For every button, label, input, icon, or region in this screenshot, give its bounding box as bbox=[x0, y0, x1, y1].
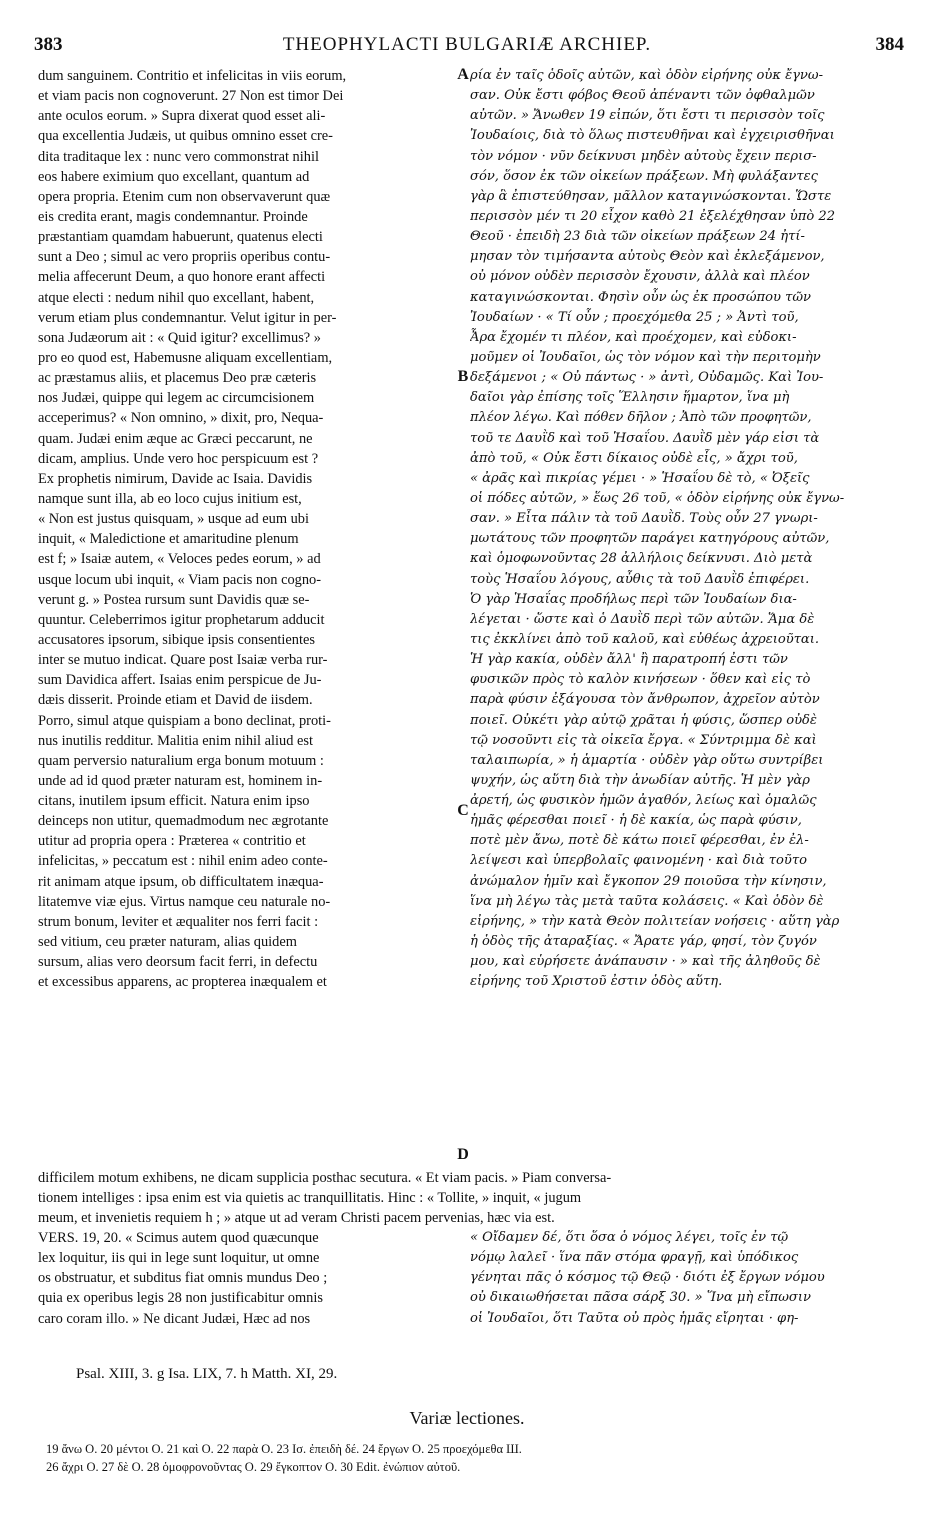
latin-text-line: Porro, simul atque quispiam a bono declinat, proti- bbox=[38, 712, 331, 729]
greek-text-line: καὶ ὁμοφωνοῦντας 28 ἀλλήλοις δείκνυσι. Διὸ μετὰ bbox=[470, 551, 813, 567]
latin-text-line: atque electi : nedum nihil quo excellant, habent, bbox=[38, 289, 315, 306]
margin-marker-c: C bbox=[457, 802, 469, 819]
latin-text-line: quam perversio naturalium erga bonum motuum : bbox=[38, 752, 324, 769]
latin-text-line: utitur ad propria opera : Præterea « contritio et bbox=[38, 833, 306, 850]
greek-text-line: Θεοῦ · ἐπειδὴ 23 διὰ τῶν οἰκείων πράξεων 24 ἠτί- bbox=[470, 229, 805, 245]
latin-text-line: « Non est justus quisquam, » usque ad eum ubi bbox=[38, 511, 310, 528]
greek-text-line: ἀρετή, ὡς φυσικὸν ἡμῶν ἀγαθόν, λείως καὶ ὁμαλῶς bbox=[470, 793, 817, 809]
greek-text-line: ἡμᾶς φέρεσθαι ποιεῖ · ἡ δὲ κακία, ὡς παρὰ φύσιν, bbox=[470, 813, 802, 829]
greek-text-line: σαν. Οὐκ ἔστι φόβος Θεοῦ ἀπέναντι τῶν ὀφθαλμῶν bbox=[470, 88, 815, 104]
latin-text-line: acceperimus? « Non omnino, » dixit, pro, Nequa- bbox=[38, 410, 324, 427]
greek-column bbox=[470, 66, 900, 992]
greek-text-line: πλέον λέγω. Καὶ πόθεν δῆλον ; Ἀπὸ τῶν προφητῶν, bbox=[470, 410, 812, 426]
latin-text-line: unde ad id quod præter naturam est, hominem in- bbox=[38, 772, 323, 789]
greek-text-line: γὰρ ἃ ἐπιστεύθησαν, μᾶλλον καταγινώσκονται. Ὥστε bbox=[470, 188, 832, 204]
full-width-text-line: meum, et invenietis requiem h ; » atque ut ad veram Christi pacem pervenias, hæc via est. bbox=[38, 1210, 555, 1227]
full-width-text-line: tionem intelliges : ipsa enim est via quietis ac tranquillitatis. Hinc : « Tollite, » inquit, « jugum bbox=[38, 1190, 582, 1207]
greek-verse-line: νόμῳ λαλεῖ · ἵνα πᾶν στόμα φραγῇ, καὶ ὑπόδικος bbox=[470, 1250, 799, 1266]
greek-text-line: μωτάτους τῶν προφητῶν παράγει κατηγόρους αὐτῶν, bbox=[470, 531, 830, 547]
greek-text-line: περισσὸν μέν τι 20 εἶχον καθὸ 21 ἐξελέχθησαν ὑπὸ 22 bbox=[470, 208, 836, 224]
greek-text-line: τῷ νοσοῦντι εἰς τὰ οἰκεῖα ἔργα. « Σύντριμμα δὲ καὶ bbox=[470, 732, 817, 748]
greek-text-line: μου, καὶ εὑρήσετε ἀνάπαυσιν · » καὶ τῆς ἀληθοῦς δὲ bbox=[470, 954, 821, 970]
margin-marker-a: A bbox=[457, 66, 469, 83]
latin-text-line: opera propria. Etenim cum non observaverunt quæ bbox=[38, 188, 331, 205]
latin-text-line: quuntur. Celeberrimos igitur prophetarum adducit bbox=[38, 611, 325, 628]
scripture-footnote: Psal. XIII, 3. g Isa. LIX, 7. h Matth. XI, 29. bbox=[76, 1366, 338, 1382]
greek-verse-line: γένηται πᾶς ὁ κόσμος τῷ Θεῷ · διότι ἐξ ἔργων νόμου bbox=[470, 1270, 825, 1286]
latin-text-line: verunt g. » Postea rursum sunt Davidis quæ se- bbox=[38, 591, 310, 608]
latin-text-line: eos habere eximium quo excellant, quantum ad bbox=[38, 168, 310, 185]
latin-text-line: verum etiam plus condemnantur. Velut igitur in per- bbox=[38, 309, 337, 326]
greek-verse-line: οὐ δικαιωθήσεται πᾶσα σάρξ 30. » Ἵνα μὴ εἴπωσιν bbox=[470, 1290, 811, 1306]
latin-verse-line: quia ex operibus legis 28 non justificabitur omnis bbox=[38, 1290, 323, 1307]
greek-text-line: τοὺς Ἡσαΐου λόγους, αὖθις τὰ τοῦ Δαυῒδ ἐπιφέρει. bbox=[470, 571, 810, 587]
variant-reading-line: 19 ἄνω Ο. 20 μέντοι Ο. 21 καὶ Ο. 22 παρὰ Ο. 23 Ισ. ἐπειδὴ δέ. 24 ἔργων Ο. 25 προεχόμεθα Ш. bbox=[46, 1442, 522, 1456]
greek-text-line: Ἆρα ἔχομέν τι πλέον, καὶ προέχομεν, καὶ εὐδοκι- bbox=[470, 329, 797, 345]
greek-text-line: εἰρήνης, » τὴν κατὰ Θεὸν πολιτείαν νοήσεις · αὕτη γὰρ bbox=[470, 913, 840, 929]
latin-text-line: deinceps non utitur, quemadmodum nec ægrotante bbox=[38, 813, 329, 830]
latin-text-line: infelicitas, » peccatum est : nihil enim adeo conte- bbox=[38, 853, 328, 870]
latin-text-line: namque sunt illa, ab eo loco cujus initium est, bbox=[38, 490, 302, 507]
latin-column-verse bbox=[38, 1228, 456, 1329]
full-width-paragraph bbox=[38, 1168, 900, 1228]
greek-text-line: ἡ ὁδὸς τῆς ἀταραξίας. « Ἄρατε γάρ, φησί, τὸν ζυγόν bbox=[470, 934, 817, 950]
latin-text-line: citans, inutilem ipsum efficit. Natura enim ipso bbox=[38, 793, 310, 810]
greek-text-line: Ἰουδαίοις, διὰ τὸ ὅλως πιστευθῆναι καὶ ἐγχειρισθῆναι bbox=[470, 128, 835, 144]
greek-text-line: καταγινώσκονται. Φησὶν οὖν ὡς ἐκ προσώπου τῶν bbox=[470, 289, 812, 305]
margin-marker-d: D bbox=[457, 1146, 469, 1163]
greek-verse-line: « Οἴδαμεν δέ, ὅτι ὅσα ὁ νόμος λέγει, τοῖς ἐν τῷ bbox=[470, 1230, 789, 1245]
latin-verse-line: caro coram illo. » Ne dicant Judæi, Hæc ad nos bbox=[38, 1310, 311, 1327]
latin-text-line: nos Judæi, quippe qui legem ac circumcisionem bbox=[38, 390, 315, 407]
latin-text-line: sum Davidica affert. Isaias enim perspicue de Ju- bbox=[38, 672, 322, 689]
latin-verse-line: VERS. 19, 20. « Scimus autem quod quæcunque bbox=[38, 1230, 319, 1246]
latin-text-line: Ex prophetis nimirum, Davide ac Isaia. Davidis bbox=[38, 470, 313, 487]
greek-text-line: ἀνώμαλον ἡμῖν καὶ ἔγκοπον 29 ποιοῦσα τὴν κίνησιν, bbox=[470, 873, 827, 889]
variant-reading-line: 26 ἄχρι Ο. 27 δὲ Ο. 28 ὁμοφρονοῦντας Ο. 29 ἔγκοπτον Ο. 30 Edit. ἐνώπιον αὐτοῦ. bbox=[46, 1460, 461, 1474]
greek-text-line: οἱ πόδες αὐτῶν, » ἕως 26 τοῦ, « ὁδὸν εἰρήνης οὐκ ἔγνω- bbox=[470, 490, 845, 506]
latin-verse-line: lex loquitur, iis qui in lege sunt loquitur, ut omne bbox=[38, 1250, 320, 1267]
latin-verse-line: os obstruatur, et subditus fiat omnis mundus Deo ; bbox=[38, 1270, 328, 1287]
greek-text-line: Ἡ γὰρ κακία, οὐδὲν ἄλλ' ἢ παρατροπή ἐστι τῶν bbox=[470, 652, 788, 668]
latin-text-line: quam. Judæi enim æque ac Græci peccarunt, ne bbox=[38, 430, 313, 447]
latin-text-line: litatemve viæ ejus. Virtus namque ceu naturale no- bbox=[38, 893, 331, 910]
greek-verse-line: οἱ Ἰουδαῖοι, ὅτι Ταῦτα οὐ πρὸς ἡμᾶς εἴρηται · φη- bbox=[470, 1310, 799, 1326]
latin-text-line: ac præstamus aliis, et placemus Deo præ cæteris bbox=[38, 370, 317, 387]
full-width-text-line: difficilem motum exhibens, ne dicam supplicia posthac secutura. « Et viam pacis. » Piam conversa- bbox=[38, 1170, 612, 1186]
latin-text-line: et excessibus apparens, ac propterea inæqualem et bbox=[38, 974, 327, 991]
latin-text-line: dum sanguinem. Contritio et infelicitas in viis eorum, bbox=[38, 68, 347, 84]
greek-column-verse bbox=[470, 1228, 900, 1329]
variae-lectiones-title: Variæ lectiones. bbox=[409, 1408, 525, 1428]
latin-text-line: melia affecerunt Deum, a quo honore erant affecti bbox=[38, 269, 326, 286]
greek-text-line: ψυχήν, ὡς αὕτη διὰ τὴν ἀνωδίαν αὐτῆς. Ἡ μὲν γὰρ bbox=[470, 772, 810, 788]
greek-text-line: τοῦ τε Δαυῒδ καὶ τοῦ Ἡσαΐου. Δαυῒδ μὲν γάρ εἰσι τὰ bbox=[470, 430, 820, 446]
greek-text-line: λέγεται · ὥστε καὶ ὁ Δαυῒδ περὶ τῶν αὐτῶν. Ἅμα δὲ bbox=[470, 611, 815, 627]
latin-text-line: nus inutilis redditur. Malitia enim nihil aliud est bbox=[38, 732, 313, 749]
greek-text-line: Ὁ γὰρ Ἡσαΐας προδήλως περὶ τῶν Ἰουδαίων δια- bbox=[470, 591, 797, 607]
latin-text-line: præstantiam quamdam habuerunt, quatenus electi bbox=[38, 229, 323, 246]
latin-text-line: et viam pacis non cognoverunt. 27 Non est timor Dei bbox=[38, 88, 344, 105]
greek-text-line: Ἰουδαίων · « Τί οὖν ; προεχόμεθα 25 ; » Ἀντὶ τοῦ, bbox=[470, 309, 799, 325]
latin-text-line: strum bonum, leviter et æqualiter nos ferri facit : bbox=[38, 913, 319, 930]
margin-marker-b: B bbox=[457, 368, 469, 385]
latin-text-line: pro eo quod est, Habemusne aliquam excellentiam, bbox=[38, 349, 333, 366]
latin-text-line: dicam, amplius. Unde vero hoc perspicuum est ? bbox=[38, 450, 319, 467]
greek-text-line: σαν. » Εἶτα πάλιν τὰ τοῦ Δαυῒδ. Τοὺς οὖν 27 γνωρι- bbox=[470, 511, 818, 527]
right-page-number: 384 bbox=[875, 34, 904, 55]
variae-lectiones bbox=[46, 1440, 906, 1476]
greek-text-line: σόν, ὅσον ἐκ τῶν οἰκείων πράξεων. Μὴ φυλάξαντες bbox=[470, 168, 818, 184]
greek-text-line: ποιεῖ. Οὐκέτι γὰρ αὐτῷ χρᾶται ἡ φύσις, ὥσπερ οὐδὲ bbox=[470, 712, 817, 728]
greek-text-line: ἵνα μὴ λέγω τὰς μετὰ ταῦτα κολάσεις. « Καὶ ὁδὸν δὲ bbox=[470, 893, 824, 909]
greek-text-line: εἰρήνης τοῦ Χριστοῦ ἐστιν ὁδὸς αὕτη. bbox=[470, 974, 723, 990]
latin-text-line: ante oculos eorum. » Supra dixerat quod esset ali- bbox=[38, 108, 326, 125]
left-page-number: 383 bbox=[34, 34, 63, 55]
latin-text-line: eis credita erant, magis condemnantur. Proinde bbox=[38, 208, 308, 225]
latin-text-line: sursum, alias vero deorsum facit ferri, in defectu bbox=[38, 954, 318, 971]
greek-text-line: μησαν τὸν τιμήσαντα αὐτοὺς Θεὸν καὶ ἐκλεξάμενον, bbox=[470, 249, 825, 265]
greek-text-line: τις ἐκκλίνει ἀπὸ τοῦ καλοῦ, καὶ εὐθέως ἀχρειοῦται. bbox=[470, 631, 820, 647]
greek-text-line: φυσικῶν πρὸς τὸ καλὸν κινήσεων · ὅθεν καὶ εἰς τὸ bbox=[470, 672, 811, 688]
greek-text-line: ἀπὸ τοῦ, « Οὐκ ἔστι δίκαιος οὐδὲ εἷς, » ἄχρι τοῦ, bbox=[470, 450, 798, 466]
page-header bbox=[0, 34, 934, 60]
latin-text-line: qua excellentia Judæis, ut quibus omnino esset cre- bbox=[38, 128, 333, 145]
greek-text-line: δαῖοι γὰρ ἐπίσης τοῖς Ἕλλησιν ἥμαρτον, ἵνα μὴ bbox=[470, 390, 790, 406]
running-title: THEOPHYLACTI BULGARIÆ ARCHIEP. bbox=[282, 34, 652, 55]
latin-text-line: sed vitium, ceu præter naturam, alias quidem bbox=[38, 934, 297, 951]
latin-text-line: rit animam atque ipsum, ob difficultatem inæqua- bbox=[38, 873, 324, 890]
latin-text-line: accusatores ipsorum, sibique ipsis consentientes bbox=[38, 631, 315, 648]
greek-text-line: αὐτῶν. » Ἄνωθεν 19 εἰπών, ὅτι ἔστι τι περισσὸν τοῖς bbox=[470, 108, 825, 124]
greek-text-line: ταλαιπωρία, » ἡ ἁμαρτία · οὐδὲν γὰρ οὕτω συντρίβει bbox=[470, 752, 824, 768]
latin-column bbox=[38, 66, 456, 992]
latin-text-line: dæis disserit. Proinde etiam et David de iisdem. bbox=[38, 692, 313, 709]
greek-text-line: παρὰ φύσιν ἐξάγουσα τὸν ἄνθρωπον, ἀχρεῖον αὐτὸν bbox=[470, 692, 820, 708]
latin-text-line: inquit, « Maledictione et amaritudine plenum bbox=[38, 531, 299, 548]
latin-text-line: dita traditaque lex : nunc vero commonstrat nihil bbox=[38, 148, 319, 165]
greek-text-line: « ἀρᾶς καὶ πικρίας γέμει · » Ἡσαΐου δὲ τὸ, « Ὀξεῖς bbox=[470, 470, 810, 486]
greek-text-line: δεξάμενοι ; « Οὐ πάντως · » ἀντὶ, Οὐδαμῶς. Καὶ Ἰου- bbox=[470, 370, 824, 386]
greek-text-line: οὐ μόνον οὐδὲν περισσὸν ἔχουσιν, ἀλλὰ καὶ πλέον bbox=[470, 269, 810, 285]
greek-text-line: ποτὲ μὲν ἄνω, ποτὲ δὲ κάτω ποιεῖ φέρεσθαι, ἐν ἐλ- bbox=[470, 833, 809, 849]
latin-text-line: inter se mutuo indicat. Quare post Isaiæ verba rur- bbox=[38, 652, 328, 669]
greek-text-line: τὸν νόμον · νῦν δείκνυσι μηδὲν αὐτοὺς ἔχειν περισ- bbox=[470, 148, 817, 164]
greek-text-line: λείψεσι καὶ ὑπερβολαῖς φαινομένη · καὶ διὰ τοῦτο bbox=[470, 853, 807, 869]
latin-text-line: usque locum ubi inquit, « Viam pacis non cogno- bbox=[38, 571, 322, 588]
latin-text-line: sona Judæorum ait : « Quid igitur? excellimus? » bbox=[38, 329, 321, 346]
greek-text-line: ρία ἐν ταῖς ὁδοῖς αὐτῶν, καὶ ὁδὸν εἰρήνης οὐκ ἔγνω- bbox=[470, 68, 823, 83]
latin-text-line: est f; » Isaiæ autem, « Veloces pedes eorum, » ad bbox=[38, 551, 321, 568]
latin-text-line: sunt a Deo ; simul ac vero propriis operibus contu- bbox=[38, 249, 331, 266]
greek-text-line: μοῦμεν οἱ Ἰουδαῖοι, ὡς τὸν νόμον καὶ τὴν περιτομὴν bbox=[470, 349, 821, 365]
